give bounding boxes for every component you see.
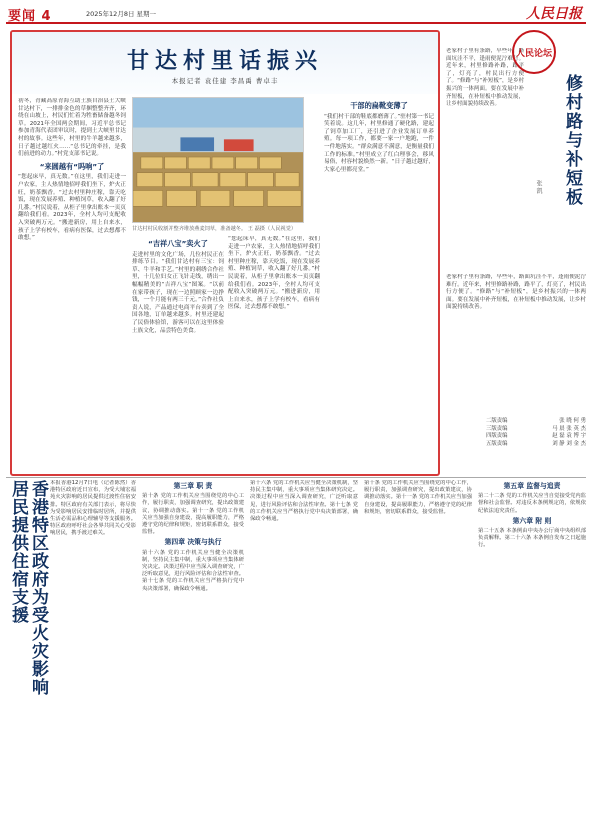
newspaper-logo: 人民日报 [526,6,582,22]
signature-row: 二版责编 张 晓 何 勇 [486,418,586,424]
bottom-text-2: 第十条 党的工作机关应当围绕党的中心工作，履行职责，加强调查研究，提出政策建议，协调推动落实。第十一条 党的工作机关应当加强自身建设，提高履职能力，严格遵守党的纪律和规矩，密切联系群众，接受监督。 [142,493,244,536]
bottom-column-2 [142,480,244,824]
editor-signatures [486,418,586,448]
hay-harvest-photo [132,97,304,223]
bottom-text-5: 第二十五条 本条例由中央办公厅商中央组织部负责解释。第二十六条 本条例自发布之日起施行。 [478,528,586,549]
commentary-author: 张 凯 [535,180,542,194]
commentary-continued [446,274,586,414]
feature-subhead-1: “来圆越有“吗响”了 [39,161,105,171]
chapter-heading-2: 第四章 决策与执行 [164,538,222,547]
feature-text-3: “我们村干部的鞋底都磨薄了。”驻村第一书记笑着说。这几年，村里修通了硬化路，建起了饲草加工厂，还引进了企业发展订单养殖。每一项工作，都要一家一户地跑，一件一件地落实。“群众满意不满意，是衡量我们工作的标准。”村里成立了红白理事会，移风易俗，村容村貌焕然一新。“日子越过越好，大家心里都亮堂。” [324,113,434,173]
feature-headline: 甘达村里话振兴 [126,49,323,74]
commentary-block[interactable] [446,30,586,270]
bottom-text-4: 第二十二条 党的工作机关应当自觉接受党内监督和社会监督。对违反本条例规定的，依规依纪依法追究责任。 [478,493,586,514]
bottom-headline: 香港特区政府为受火灾影响居民提供住宿支援 [8,480,48,696]
bottom-column-3 [250,480,358,824]
bottom-column-1 [50,480,136,824]
bottom-text-2b: 第十条 党的工作机关应当围绕党的中心工作，履行职责，加强调查研究，提出政策建议，协调推动落实。第十一条 党的工作机关应当加强自身建设，提高履职能力，严格遵守党的纪律和规矩，密切联系群众，接受监督。 [364,480,472,515]
commentary-text: 老家村子里有条路，早些年，路面坑洼不平，逢雨便泥泞难行。近年来，村里修路补路，路平了，灯亮了，村民出行方便了。“修路”与“补短板”，是乡村振兴的一体两面。要在发展中补齐短板，在补短板中推动发展，让乡村面貌持续改善。 [446,48,524,108]
photo-caption: 甘达村村民收割并整齐堆放燕麦饲草，准备越冬。 王 磊摄（人民视觉） [132,226,297,232]
signature-row: 五版责编 刘 静 刘 金 杰 [486,440,586,447]
feature-text-2b: “您起床早，真无数。”在这里，我们走进一户农家，主人热情地招呼我们坐下，炉火正旺，奶茶飘香。“过去村里种庄稼，靠天吃饭，现在发展养殖、种植饲草，收入翻了好几番。”村民说着，从柜子里拿出账本一页页翻给我们看。2023年，全村人均可支配收入突破两万元。“搬进新房，用上自来水，孩子上学有校车，看病有医保，过去想都不敢想。” [228,236,320,311]
bottom-text-3: 第十六条 党的工作机关应当健全决策机制，坚持民主集中制，重大事项应当集体研究决定。决策过程中应当深入调查研究，广泛听取意见，进行风险评估和合法性审查。第十七条 党的工作机关应当严格执行党中央决策部署，确保政令畅通。 [142,549,244,592]
feature-intro: 初冬，青藏高原青海互助土族自治县土大峡甘达村下，一排排金色的草捆整整齐齐，环绕在山坡上，村民们忙着为牲畜储备越冬饲草。2021年全国两会期间，习近平总书记参加青海代表团审议时，提到土大峡里甘达村的故事。这些年，村里的牛羊越来越多，日子越过越红火……“总书记的牵挂，是我们前进的动力。”村党支部书记说。 [18,98,126,158]
feature-column-4 [324,98,434,472]
chapter-heading-1: 第三章 职 责 [173,482,213,490]
issue-date: 2025年12月8日 星期一 [86,10,157,18]
feature-text-2: 走进村里的文化广场，几位村民正在排练节目。“我们甘达村有三宝：饲草、牛羊和手艺。”村里的刺绣合作社里，十几位妇女正飞针走线，绣出一幅幅精美的“吉祥八宝”图案。“以前在家带孩子，现在一边照顾家一边挣钱，一个月能有两三千元。”合作社负责人说，产品通过电商平台卖到了全国各地，订单越来越多。村里还建起了民俗体验馆，游客可以在这里体验土族文化，品尝特色美食。 [132,251,224,334]
bottom-column-4 [364,480,472,824]
commentary-text-continued: 老家村子里有条路，早些年，路面坑洼不平，逢雨便泥泞难行。近年来，村里修路补路，路平了，灯亮了，村民出行方便了。“修路”与“补短板”，是乡村振兴的一体两面。要在发展中补齐短板，在补短板中推动发展，让乡村面貌持续改善。 [446,274,586,311]
feature-column-3 [228,236,320,472]
commentary-seal [512,30,556,74]
commentary-title: 修村路与补短板 [562,74,582,207]
signature-row: 三版责编 马 晨 张 英 杰 [486,425,586,432]
feature-article[interactable] [10,30,440,476]
chapter-heading-4: 第六章 附 则 [512,516,552,525]
bottom-text-3b: 第十六条 党的工作机关应当健全决策机制，坚持民主集中制，重大事项应当集体研究决定。决策过程中应当深入调查研究，广泛听取意见，进行风险评估和合法性审查。第十七条 党的工作机关应当严格执行党中央决策部署，确保政令畅通。 [250,480,358,523]
signature-row: 四版责编 赵 磊 袁 博 宇 [486,433,586,439]
feature-subhead-3: 干部的扁靴变薄了 [350,101,408,110]
section-divider [6,477,586,478]
feature-byline: 本报记者 袁佳建 李昌禹 曹卓丰 [171,77,279,85]
feature-column-1 [18,98,126,472]
bottom-text-1: 本报香港12月7日电（记者陈然）香港特区政府近日宣布，为受大埔宏福苑火灾影响的居民提供过渡性住宿安排。特区政府有关部门表示，将尽快为受影响居民安排临时居所，并提供生活必需品和心理辅导等支援服务。特区政府呼吁社会各界共同关心受影响居民，携手渡过难关。 [50,480,136,537]
feature-header [12,32,438,94]
seal-label: 人民论坛 [515,48,552,59]
section-label: 要闻 4 [8,9,52,24]
chapter-heading-3: 第五章 监督与追责 [503,482,561,490]
masthead [6,4,586,24]
feature-text-1: “您起床早，真无数。”在这里，我们走进一户农家，主人热情地招呼我们坐下，炉火正旺，奶茶飘香。“过去村里种庄稼，靠天吃饭，现在发展养殖、种植饲草，收入翻了好几番。”村民说着，从柜子里拿出账本一页页翻给我们看。2023年，全村人均可支配收入突破两万元。“搬进新房，用上自来水，孩子上学有校车，看病有医保，过去想都不敢想。” [18,174,126,242]
feature-column-2 [132,236,224,472]
feature-subhead-2: “吉祥八宝”卖火了 [148,239,208,248]
bottom-column-5 [478,480,586,824]
